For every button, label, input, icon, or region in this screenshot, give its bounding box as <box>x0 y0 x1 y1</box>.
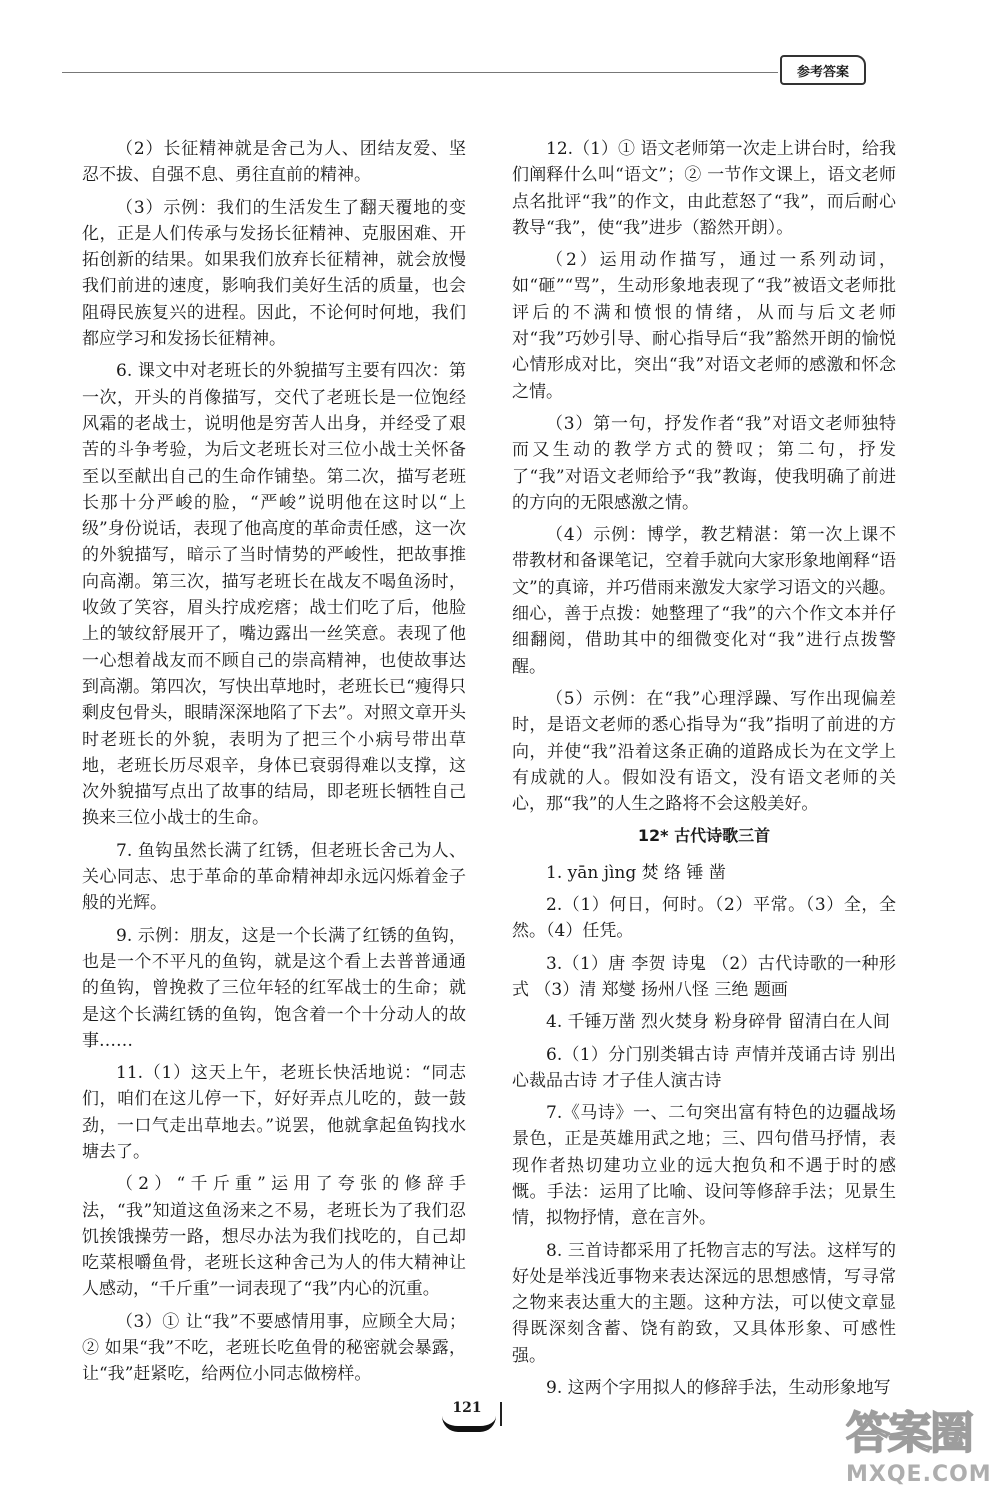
answer-paragraph: 7. 鱼钩虽然长满了红锈，但老班长舍己为人、关心同志、忠于革命的革命精神却永远闪烁着金子般的光辉。 <box>82 840 466 914</box>
answer-paragraph: 8. 三首诗都采用了托物言志的写法。这样写的好处是举浅近事物来表达深远的思想感情，写寻常之物来表达重大的主题。这种方法，可以使文章显得既深刻含蓄、饶有韵致，又具体形象、可感性强。 <box>512 1240 896 1366</box>
answer-paragraph: 11.（1）这天上午，老班长快活地说：“同志们，咱们在这儿停一下，好好弄点儿吃的，鼓一鼓劲，一口气走出草地去。”说罢，他就拿起鱼钩找水塘去了。 <box>82 1063 466 1162</box>
answer-paragraph: 2.（1）何日，何时。（2）平常。（3）全，全然。（4）任凭。 <box>512 895 896 942</box>
watermark-logo <box>846 1408 996 1504</box>
answer-paragraph: 6.（1）分门别类辑古诗 声情并茂诵古诗 别出心裁品古诗 才子佳人演古诗 <box>512 1044 896 1091</box>
answer-paragraph: （3）第一句，抒发作者“我”对语文老师独特而又生动的教学方式的赞叹；第二句，抒发了“我”对语文老师给予“我”教诲，使我明确了前进的方向的无限感激之情。 <box>512 413 896 513</box>
page-number <box>438 1398 496 1428</box>
answer-paragraph: 9. 这两个字用拟人的修辞手法，生动形象地写 <box>546 1378 891 1399</box>
answer-paragraph: （2）“千斤重”运用了夸张的修辞手法，“我”知道这鱼汤来之不易，老班长为了我们忍饥挨饿操劳一路，想尽办法为我们找吃的，自己却吃菜根嚼鱼骨，老班长这种舍己为人的伟大精神让人感动，“千斤重”一词表现了“我”内心的沉重。 <box>82 1174 466 1300</box>
answer-paragraph: 9. 示例：朋友，这是一个长满了红锈的鱼钩，也是一个不平凡的鱼钩，就是这个看上去普普通通的鱼钩，曾挽救了三位年轻的红军战士的生命；就是这个长满红锈的鱼钩，饱含着一个十分动人的故事…… <box>82 925 466 1051</box>
answer-paragraph: 12.（1）① 语文老师第一次走上讲台时，给我们阐释什么叫“语文”；② 一节作文课上，语文老师点名批评“我”的作文，由此惹怒了“我”，而后耐心教导“我”，使“我”进步（豁然开朗）。 <box>512 139 896 238</box>
answer-paragraph: 7.《马诗》一、二句突出富有特色的边疆战场景色，正是英雄用武之地；三、四句借马抒情，表现作者热切建功立业的远大抱负和不遇于时的感慨。手法：运用了比喻、设问等修辞手法；见景生情，拟物抒情，意在言外。 <box>512 1103 896 1229</box>
right-column <box>512 136 896 1407</box>
answer-paragraph: （3）示例：我们的生活发生了翻天覆地的变化，正是人们传承与发扬长征精神、克服困难、开拓创新的结果。如果我们放弃长征精神，就会放慢我们前进的速度，影响我们美好生活的质量，也会阻碍民族复兴的进程。因此，不论何时何地，我们都应学习和发扬长征精神。 <box>82 197 466 350</box>
header-tag: 参考答案 <box>780 55 866 85</box>
page-number-text: 121 <box>452 1400 482 1416</box>
answer-paragraph: （5）示例：在“我”心理浮躁、写作出现偏差时，是语文老师的悉心指导为“我”指明了前进的方向，并使“我”沿着这条正确的道路成长为在文学上有成就的人。假如没有语文，没有语文老师的关心，那“我”的人生之路将不会这般美好。 <box>512 688 896 815</box>
left-column <box>82 136 466 1394</box>
watermark-mark: 答案圈 <box>846 1408 972 1459</box>
header-rule <box>62 72 778 73</box>
page-number-swoosh-icon <box>442 1416 496 1432</box>
answer-paragraph: 3.（1）唐 李贺 诗鬼 （2）古代诗歌的一种形式 （3）清 郑燮 扬州八怪 三绝 题画 <box>512 953 896 1000</box>
answer-paragraph: （2）运用动作描写，通过一系列动词，如“砸”“骂”，生动形象地表现了“我”被语文老师批评后的不满和愤恨的情绪，从而与后文老师对“我”巧妙引导、耐心指导后“我”豁然开朗的愉悦心情形成对比，突出“我”对语文老师的感激和怀念之情。 <box>512 250 896 402</box>
answer-paragraph: （2）长征精神就是舍己为人、团结友爱、坚忍不拔、自强不息、勇往直前的精神。 <box>82 139 466 186</box>
section-title: 12* 古代诗歌三首 <box>637 826 771 846</box>
answer-paragraph: 1. yān jìng 焚 络 锤 凿 <box>546 862 726 883</box>
page-number-tick <box>500 1402 502 1426</box>
watermark-url: MXQE.COM <box>846 1462 992 1487</box>
answer-paragraph: （4）示例：博学，教艺精湛：第一次上课不带教材和备课笔记，空着手就向大家形象地阐释“语文”的真谛，并巧借雨来激发大家学习语文的兴趣。细心，善于点拨：她整理了“我”的六个作文本并仔细翻阅，借助其中的细微变化对“我”进行点拨警醒。 <box>512 525 896 677</box>
answer-paragraph: 6. 课文中对老班长的外貌描写主要有四次：第一次，开头的肖像描写，交代了老班长是一位饱经风霜的老战士，说明他是穷苦人出身，并经受了艰苦的斗争考验，为后文老班长对三位小战士关怀备至以至献出自己的生命作铺垫。第二次，描写老班长那十分严峻的脸，“严峻”说明他在这时以“上级”身份说话，表现了他高度的革命责任感，这一次的外貌描写，暗示了当时情势的严峻性，把故事推向高潮。第三次，描写老班长在战友不喝鱼汤时，收敛了笑容，眉头拧成疙瘩；战士们吃了后，他脸上的皱纹舒展开了，嘴边露出一丝笑意。表现了他一心想着战友而不顾自己的崇高精神，也使故事达到高潮。第四次，写快出草地时，老班长已“瘦得只剩皮包骨头，眼睛深深地陷了下去”。对照文章开头时老班长的外貌，表明为了把三个小病号带出草地，老班长历尽艰辛，身体已衰弱得难以支撑，这次外貌描写点出了故事的结局，即老班长牺牲自己换来三位小战士的生命。 <box>82 361 466 829</box>
answer-paragraph: （3）① 让“我”不要感情用事，应顾全大局；② 如果“我”不吃，老班长吃鱼骨的秘密就会暴露，让“我”赶紧吃，给两位小同志做榜样。 <box>82 1311 466 1385</box>
answer-paragraph: 4. 千锤万凿 烈火焚身 粉身碎骨 留清白在人间 <box>546 1012 890 1033</box>
